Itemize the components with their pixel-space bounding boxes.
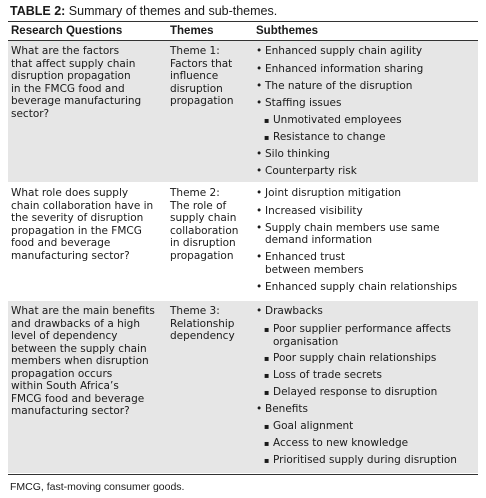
research-question-line: between the supply chain — [11, 342, 147, 355]
research-question-line: manufacturing sector? — [11, 405, 130, 417]
subtheme-text: Unmotivated employees — [273, 113, 402, 126]
subtheme-item — [256, 165, 357, 178]
research-question-line: the severity of disruption — [11, 212, 144, 224]
subtheme-text: Goal alignment — [273, 420, 354, 432]
subtheme-text: Resistance to change — [273, 130, 386, 143]
table-caption-label: TABLE 2: — [10, 4, 66, 18]
research-question-line: within South Africa’s — [11, 380, 119, 392]
subtheme-item — [256, 80, 412, 93]
research-question-line: What are the factors — [11, 45, 120, 57]
subtheme-subitem — [264, 437, 408, 451]
research-question-line: What role does supply — [11, 187, 129, 199]
research-question-line: in the FMCG food and — [11, 82, 125, 95]
theme-line: dependency — [170, 330, 235, 342]
bullet-icon: • — [256, 204, 263, 217]
subtheme-text: demand information — [265, 234, 373, 246]
bullet-icon: • — [256, 96, 263, 109]
theme-line: propagation — [170, 249, 234, 262]
table-caption-text: Summary of themes and sub-themes. — [65, 4, 278, 18]
bullet-icon: • — [256, 62, 263, 75]
subtheme-text: Poor supply chain relationships — [273, 352, 437, 364]
theme-line: Factors that — [170, 57, 233, 70]
subtheme-text: Enhanced supply chain relationships — [265, 280, 458, 293]
header-subthemes: Subthemes — [256, 25, 318, 37]
subtheme-item — [256, 403, 308, 416]
research-question-line: that affect supply chain — [11, 57, 136, 70]
subtheme-text: Increased visibility — [265, 204, 363, 217]
subtheme-text: Delayed response to disruption — [273, 386, 438, 398]
subtheme-subitem — [264, 386, 437, 400]
research-question-line: members when disruption — [11, 355, 149, 367]
table-header — [8, 23, 478, 40]
square-bullet-icon: ▪ — [264, 132, 270, 142]
subtheme-text: Enhanced information sharing — [265, 62, 424, 75]
subtheme-item — [256, 281, 457, 294]
subtheme-text: organisation — [273, 336, 339, 348]
bullet-icon: • — [256, 164, 263, 177]
research-question-line: FMCG food and beverage — [11, 392, 145, 405]
theme-line: supply chain — [170, 212, 237, 224]
research-question-line: What are the main benefits — [11, 305, 155, 317]
subtheme-item — [256, 63, 423, 76]
bullet-icon: • — [256, 280, 263, 293]
research-question-line: propagation in the FMCG — [11, 224, 142, 237]
research-question-cell — [11, 305, 167, 418]
square-bullet-icon: ▪ — [264, 422, 270, 431]
research-question-line: and drawbacks of a high — [11, 317, 140, 330]
square-bullet-icon: ▪ — [264, 439, 270, 448]
subtheme-subitem — [264, 454, 457, 468]
theme-line: collaboration — [170, 224, 239, 237]
subtheme-text: Supply chain members use same — [265, 221, 440, 234]
theme-line: Theme 1: — [170, 45, 220, 57]
subtheme-item — [256, 205, 363, 218]
subtheme-item — [256, 251, 364, 276]
subtheme-item — [256, 148, 330, 161]
header-themes: Themes — [170, 25, 214, 37]
subtheme-text: between members — [265, 263, 364, 276]
subtheme-text: Prioritised supply during disruption — [273, 454, 457, 466]
subtheme-subitem — [264, 369, 382, 383]
bullet-icon: • — [256, 187, 263, 199]
square-bullet-icon: ▪ — [264, 115, 270, 125]
subtheme-subitem — [264, 352, 436, 366]
research-question-line: chain collaboration have in — [11, 199, 154, 212]
subtheme-text: Counterparty risk — [265, 164, 357, 177]
subtheme-subitem — [264, 420, 353, 434]
bullet-icon: • — [256, 221, 263, 234]
subtheme-text: Poor supplier performance affects — [273, 322, 451, 335]
table-caption — [10, 3, 277, 19]
research-question-line: propagation occurs — [11, 367, 113, 380]
research-question-cell — [11, 45, 167, 120]
research-question-line: sector? — [11, 107, 50, 120]
subtheme-text: Enhanced trust — [265, 251, 345, 263]
square-bullet-icon: ▪ — [264, 456, 270, 465]
table-row — [8, 301, 478, 473]
subtheme-text: Access to new knowledge — [273, 437, 409, 449]
subtheme-item — [256, 97, 341, 110]
square-bullet-icon: ▪ — [264, 354, 270, 363]
bullet-icon: • — [256, 251, 263, 263]
table-footnote: FMCG, fast-moving consumer goods. — [10, 481, 185, 493]
square-bullet-icon: ▪ — [264, 324, 270, 334]
theme-line: The role of — [170, 199, 227, 212]
theme-line: Theme 3: — [170, 305, 220, 317]
subtheme-item — [256, 222, 440, 247]
bullet-icon: • — [256, 147, 263, 160]
subtheme-item — [256, 187, 401, 200]
bullet-icon: • — [256, 305, 263, 317]
theme-line: disruption — [170, 82, 223, 95]
theme-line: influence — [170, 70, 219, 82]
top-rule — [8, 21, 478, 22]
square-bullet-icon: ▪ — [264, 388, 270, 397]
theme-cell — [170, 45, 240, 108]
table-row — [8, 183, 478, 300]
subtheme-subitem — [264, 323, 451, 349]
subtheme-text: Joint disruption mitigation — [265, 187, 402, 199]
subtheme-item — [256, 305, 323, 318]
subtheme-text: Drawbacks — [265, 305, 323, 317]
subtheme-text: Staffing issues — [265, 96, 342, 109]
research-question-line: level of dependency — [11, 330, 118, 342]
bullet-icon: • — [256, 403, 263, 415]
square-bullet-icon: ▪ — [264, 371, 270, 380]
bullet-icon: • — [256, 79, 263, 92]
research-question-line: food and beverage — [11, 237, 111, 249]
research-question-line: disruption propagation — [11, 70, 131, 82]
subtheme-text: Benefits — [265, 403, 308, 415]
bullet-icon: • — [256, 45, 263, 57]
theme-line: propagation — [170, 95, 234, 107]
research-question-line: manufacturing sector? — [11, 249, 130, 262]
subtheme-text: Enhanced supply chain agility — [265, 45, 423, 57]
bottom-rule — [8, 474, 478, 475]
header-research-questions: Research Questions — [11, 25, 123, 37]
theme-line: Theme 2: — [170, 187, 220, 199]
theme-line: in disruption — [170, 237, 236, 249]
subtheme-subitem — [264, 114, 402, 128]
research-question-cell — [11, 187, 167, 262]
research-question-line: beverage manufacturing — [11, 95, 142, 107]
theme-cell — [170, 305, 240, 343]
theme-cell — [170, 187, 240, 262]
subtheme-text: Loss of trade secrets — [273, 369, 382, 381]
subtheme-text: Silo thinking — [265, 147, 330, 160]
subtheme-subitem — [264, 131, 385, 145]
table-row — [8, 41, 478, 182]
subtheme-text: The nature of the disruption — [265, 79, 413, 92]
subtheme-item — [256, 45, 422, 58]
theme-line: Relationship — [170, 317, 235, 330]
